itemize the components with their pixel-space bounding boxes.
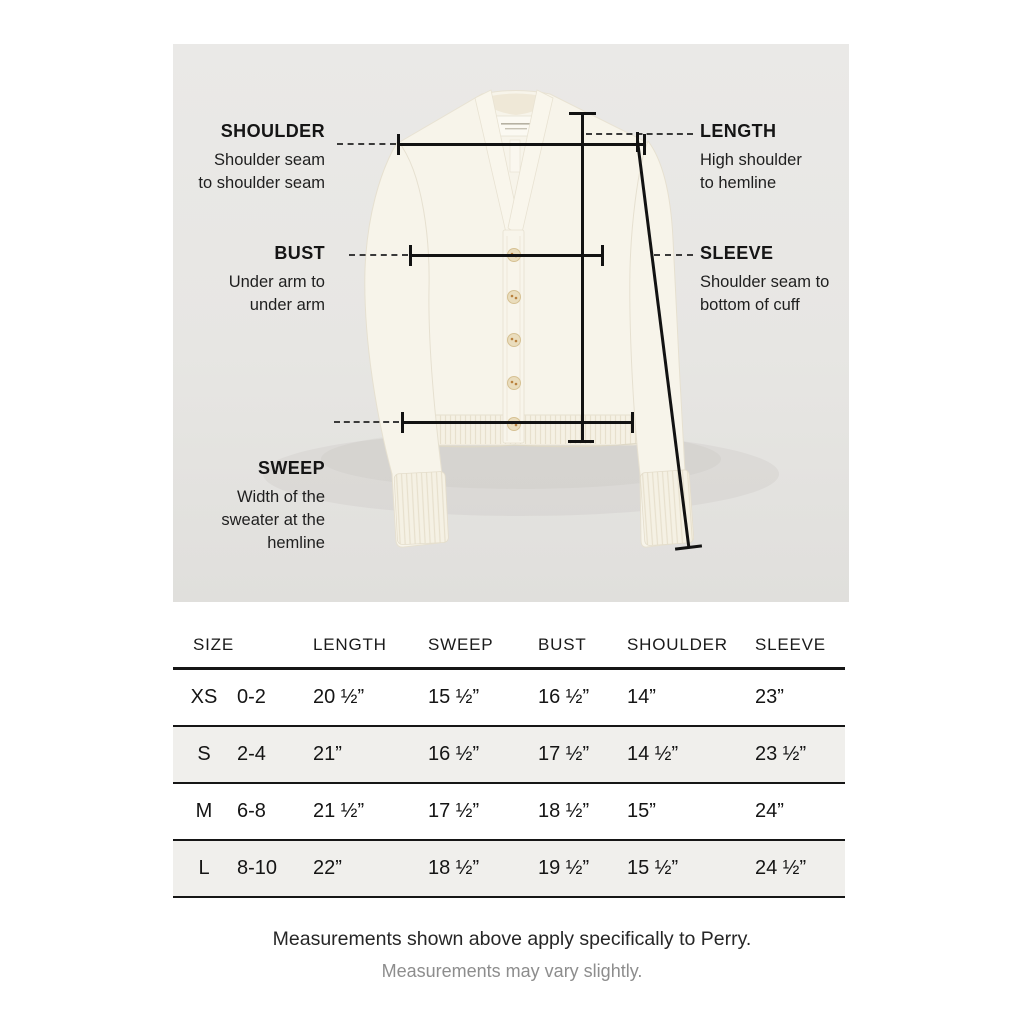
annotation-bust-desc: Under arm to under arm xyxy=(228,273,325,314)
bust-tick-right xyxy=(601,245,604,266)
table-row-s xyxy=(173,727,845,784)
annotation-shoulder xyxy=(198,120,325,195)
cell-sleeve: 23” xyxy=(755,686,784,708)
bust-tick-left xyxy=(409,245,412,266)
cell-sweep: 16 ½” xyxy=(428,743,480,765)
header-size: SIZE xyxy=(193,635,234,654)
cell-sweep: 15 ½” xyxy=(428,686,480,708)
cell-length: 22” xyxy=(313,857,342,879)
cell-sleeve: 24 ½” xyxy=(755,857,807,879)
cell-bust: 18 ½” xyxy=(538,800,590,822)
cell-bust: 17 ½” xyxy=(538,743,590,765)
cell-length: 21 ½” xyxy=(313,800,365,822)
length-cap-top xyxy=(569,112,596,115)
sleeve-connector-dash xyxy=(654,254,693,256)
annotation-length-title: LENGTH xyxy=(700,121,777,141)
cell-size: XS xyxy=(190,686,218,708)
table-row-xs xyxy=(173,670,845,727)
size-table-header xyxy=(173,622,845,670)
footer-note-secondary: Measurements may vary slightly. xyxy=(381,961,643,981)
header-sleeve: SLEEVE xyxy=(755,635,826,654)
annotation-sleeve-desc: Shoulder seam to bottom of cuff xyxy=(700,273,830,314)
cell-size: L xyxy=(198,857,210,879)
header-bust: BUST xyxy=(538,635,587,654)
annotation-sleeve-title: SLEEVE xyxy=(700,243,774,263)
annotation-sweep xyxy=(221,457,325,555)
shoulder-measure-line xyxy=(398,143,646,146)
bust-measure-line xyxy=(410,254,603,257)
annotation-length-desc: High shoulder to hemline xyxy=(700,151,802,192)
cell-size: S xyxy=(197,743,211,765)
footer-note-primary: Measurements shown above apply specifically to Perry. xyxy=(272,928,752,950)
annotation-bust xyxy=(229,242,325,317)
annotation-sleeve xyxy=(700,242,829,317)
cell-length: 20 ½” xyxy=(313,686,365,708)
cell-length: 21” xyxy=(313,743,342,765)
shoulder-tick-left xyxy=(397,134,400,155)
length-cap-bottom xyxy=(568,440,594,443)
annotation-sweep-desc: Width of the sweater at the hemline xyxy=(221,488,325,552)
cell-bust: 16 ½” xyxy=(538,686,590,708)
shoulder-tick-right xyxy=(643,134,646,155)
sweep-connector-dash xyxy=(334,421,399,423)
cell-range: 2-4 xyxy=(237,743,266,765)
cell-sleeve: 24” xyxy=(755,800,784,822)
table-row-m xyxy=(173,784,845,841)
cell-shoulder: 14 ½” xyxy=(627,743,679,765)
cell-range: 6-8 xyxy=(237,800,266,822)
cell-sweep: 17 ½” xyxy=(428,800,480,822)
product-photo xyxy=(173,44,849,602)
sweep-tick-right xyxy=(631,412,634,433)
annotation-shoulder-title: SHOULDER xyxy=(220,121,325,141)
cell-range: 8-10 xyxy=(237,857,278,879)
annotation-sweep-title: SWEEP xyxy=(257,458,325,478)
cell-sleeve: 23 ½” xyxy=(755,743,807,765)
cell-size: M xyxy=(195,800,213,822)
header-length: LENGTH xyxy=(313,635,387,654)
sweep-measure-line xyxy=(402,421,633,424)
sleeve-tick-top xyxy=(636,132,639,152)
cell-shoulder: 15 ½” xyxy=(627,857,679,879)
sweep-tick-left xyxy=(401,412,404,433)
cell-range: 0-2 xyxy=(237,686,266,708)
shoulder-connector-dash xyxy=(337,143,396,145)
cell-shoulder: 14” xyxy=(627,686,656,708)
cell-bust: 19 ½” xyxy=(538,857,590,879)
annotation-bust-title: BUST xyxy=(274,243,325,263)
annotation-shoulder-desc: Shoulder seam to shoulder seam xyxy=(198,151,325,192)
cell-sweep: 18 ½” xyxy=(428,857,480,879)
header-shoulder: SHOULDER xyxy=(627,635,728,654)
header-sweep: SWEEP xyxy=(428,635,494,654)
annotation-length xyxy=(700,120,802,195)
length-measure-line xyxy=(581,113,584,443)
table-row-l xyxy=(173,841,845,898)
size-table xyxy=(173,622,845,898)
bust-connector-dash xyxy=(349,254,408,256)
cell-shoulder: 15” xyxy=(627,800,656,822)
length-connector-dash xyxy=(586,133,693,135)
